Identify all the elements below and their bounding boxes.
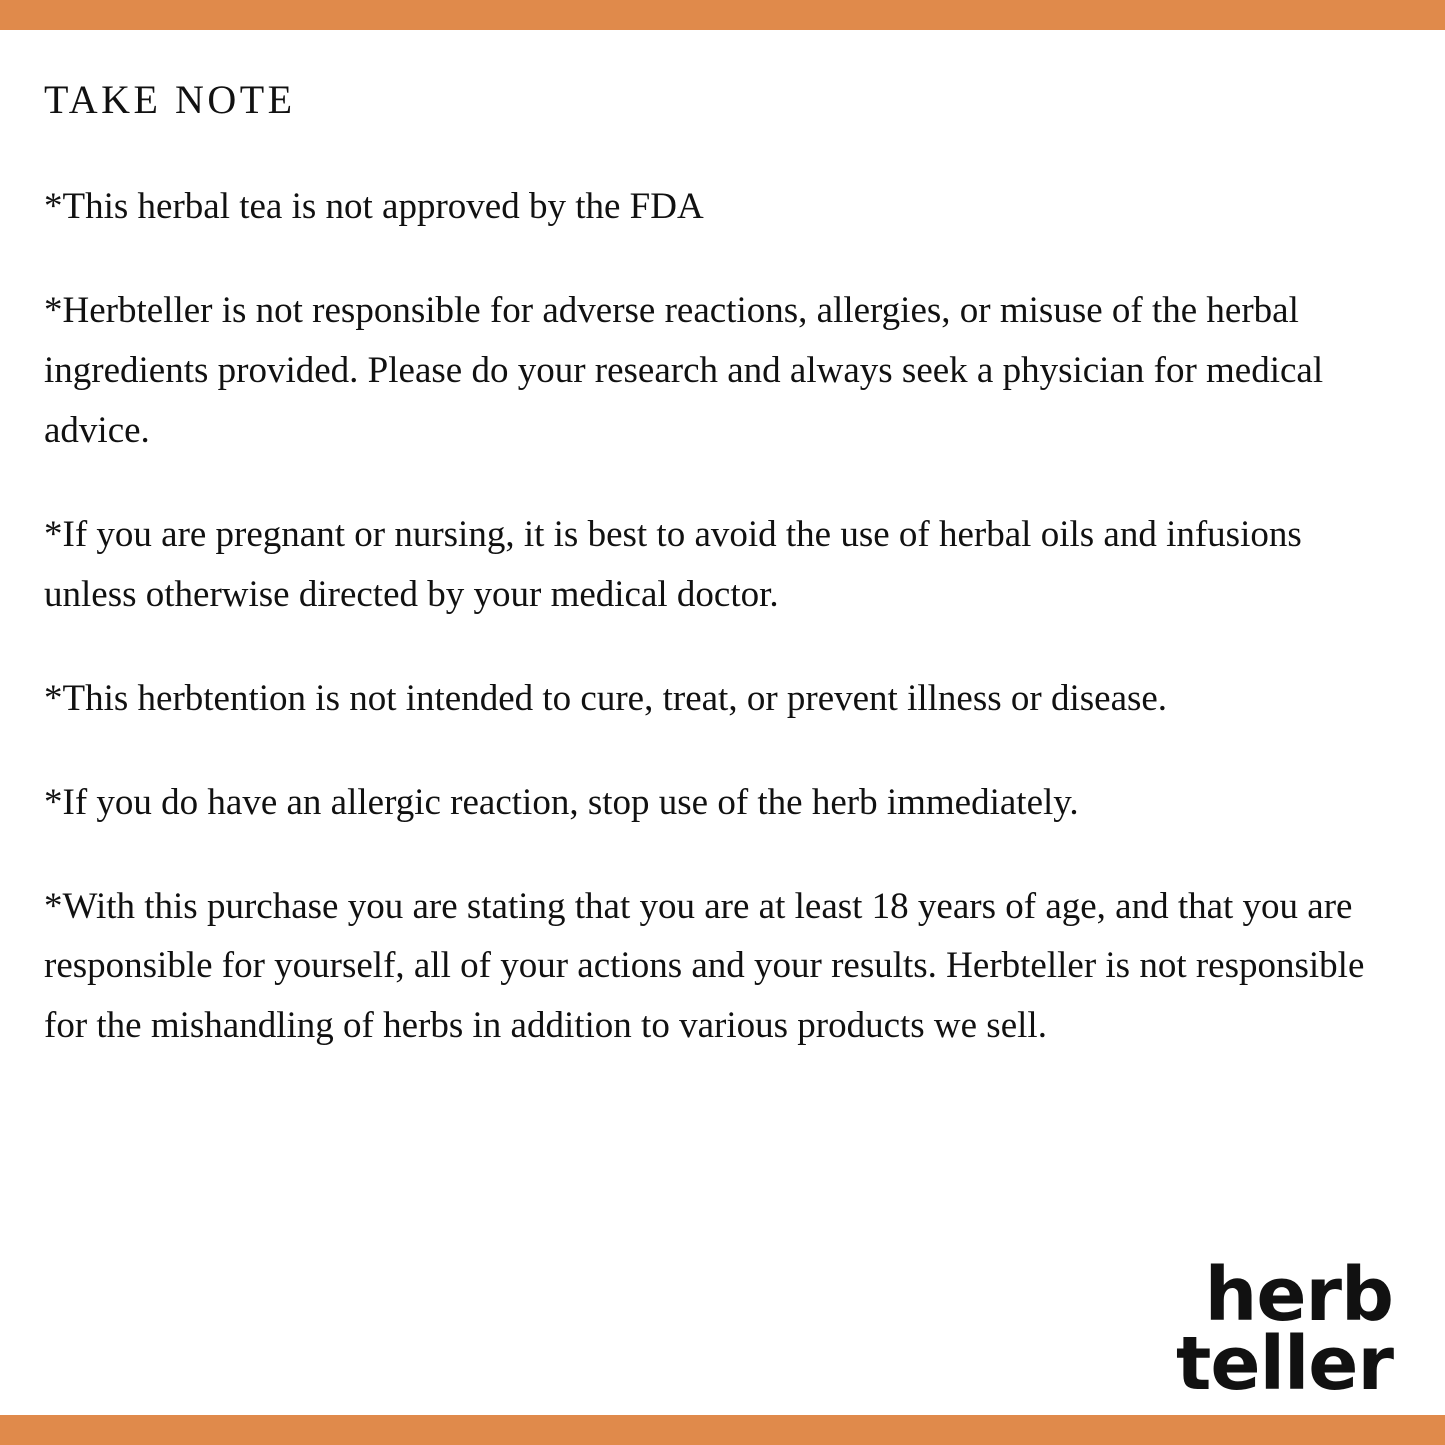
card-content xyxy=(0,30,1445,1415)
note-item: *If you are pregnant or nursing, it is best to avoid the use of herbal oils and infusions unless otherwise directed by your medical doctor. xyxy=(44,513,1302,615)
brand-logo xyxy=(1176,1252,1393,1408)
note-item: *This herbal tea is not approved by the FDA xyxy=(44,186,704,227)
brand-logo-line-1: herb xyxy=(1204,1252,1393,1339)
brand-logo-line-2: teller xyxy=(1176,1321,1393,1408)
bottom-accent-bar xyxy=(0,1415,1445,1445)
note-item: *If you do have an allergic reaction, stop use of the herb immediately. xyxy=(44,781,1079,823)
page-title: TAKE NOTE xyxy=(44,77,296,122)
note-item: *Herbteller is not responsible for adverse reactions, allergies, or misuse of the herbal ingredients provided. Please do your research and always seek a physician for medical advice. xyxy=(44,289,1324,451)
note-item: *This herbtention is not intended to cure, treat, or prevent illness or disease. xyxy=(44,677,1168,719)
top-accent-bar xyxy=(0,0,1445,30)
note-item: *With this purchase you are stating that you are at least 18 years of age, and that you are responsible for yourself, all of your actions and your results. Herbteller is not responsible for the mishandling of herbs in addition to various products we sell. xyxy=(44,885,1365,1047)
